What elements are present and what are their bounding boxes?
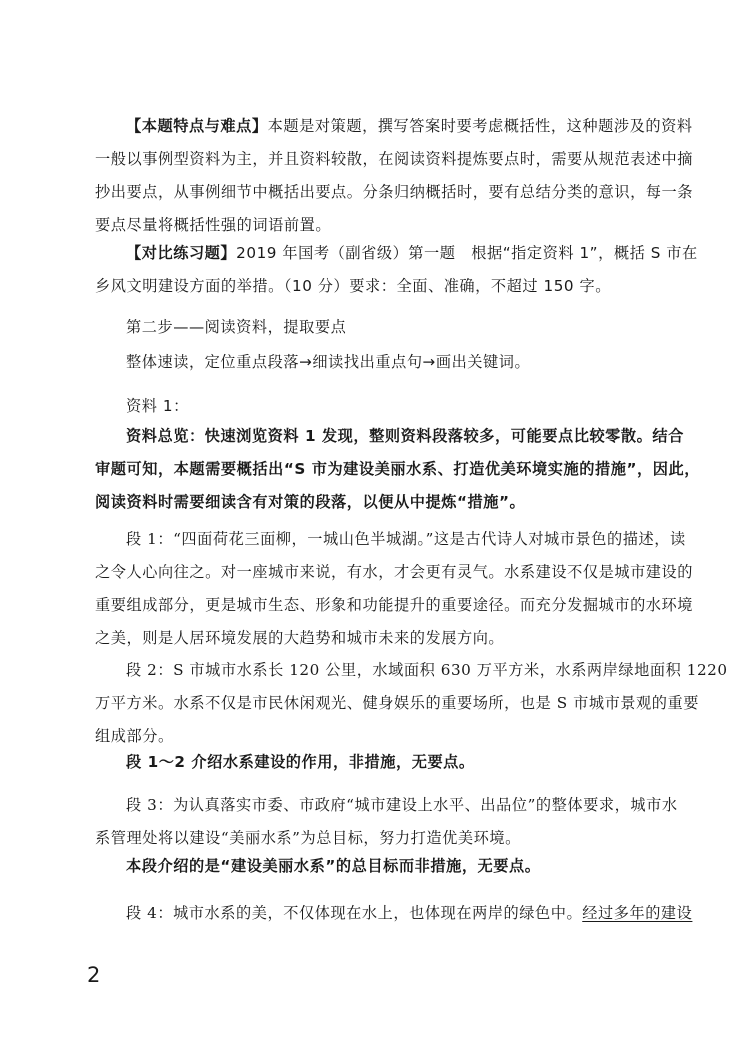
step-body: 整体速读，定位重点段落→细读找出重点句→画出关键词。 <box>126 353 531 371</box>
paragraph-line: 组成部分。 <box>95 727 174 745</box>
paragraph-line: 段 3：为认真落实市委、市政府“城市建设上水平、出品位”的整体要求，城市水 <box>126 796 678 814</box>
paragraph-line: 万平方米。水系不仅是市民休闲观光、健身娱乐的重要场所，也是 S 市城市景观的重要 <box>95 694 699 712</box>
material-label: 资料 1： <box>126 397 189 415</box>
paragraph-line: 之美，则是人居环境发展的大趋势和城市未来的发展方向。 <box>95 629 505 647</box>
overview-line: 阅读资料时需要细读含有对策的段落，以便从中提炼“措施”。 <box>95 493 526 511</box>
paragraph-line: 段 1：“四面荷花三面柳，一城山色半城湖。”这是古代诗人对城市景色的描述，读 <box>126 530 686 548</box>
paragraph-3 <box>95 789 678 855</box>
page-number: 2 <box>87 963 101 987</box>
paragraph-line: 段 2：S 市城市水系长 120 公里，水域面积 630 万平方米，水系两岸绿地面积 1220 <box>126 661 728 679</box>
overview-line: 资料总览：快速浏览资料 1 发现，整则资料段落较多，可能要点比较零散。结合 <box>126 427 684 445</box>
paragraph-1 <box>95 523 694 655</box>
practice-line: 【对比练习题】2019 年国考（副省级）第一题 根据“指定资料 1”，概括 S 市在 <box>126 244 698 262</box>
intro-line: 要点尽量将概括性强的词语前置。 <box>95 216 332 234</box>
note-paragraph-3: 本段介绍的是“建设美丽水系”的总目标而非措施，无要点。 <box>126 857 541 875</box>
intro-line: 一般以事例型资料为主，并且资料较散，在阅读资料提炼要点时，需要从规范表述中摘 <box>95 150 694 168</box>
practice-paragraph <box>95 237 698 303</box>
underlined-phrase: 经过多年的建设 <box>582 904 693 922</box>
overview-paragraph <box>95 420 700 519</box>
intro-label: 【本题特点与难点】 <box>126 117 268 135</box>
paragraph-4 <box>95 897 693 930</box>
step-title: 第二步——阅读资料，提取要点 <box>126 318 347 336</box>
overview-line: 审题可知，本题需要概括出“S 市为建设美丽水系、打造优美环境实施的措施”，因此， <box>95 460 700 478</box>
practice-label: 【对比练习题】 <box>126 244 237 262</box>
paragraph-line: 重要组成部分，更是城市生态、形象和功能提升的重要途径。而充分发掘城市的水环境 <box>95 596 694 614</box>
paragraph-line: 之令人心向往之。对一座城市来说，有水，才会更有灵气。水系建设不仅是城市建设的 <box>95 563 694 581</box>
paragraph-line: 段 4：城市水系的美，不仅体现在水上，也体现在两岸的绿色中。经过多年的建设 <box>126 904 693 922</box>
note-paragraphs-1-2: 段 1～2 介绍水系建设的作用，非措施，无要点。 <box>126 753 475 771</box>
intro-paragraph <box>95 110 694 242</box>
paragraph-line: 系管理处将以建设“美丽水系”为总目标，努力打造优美环境。 <box>95 829 521 847</box>
intro-line: 【本题特点与难点】本题是对策题，撰写答案时要考虑概括性，这种题涉及的资料 <box>126 117 693 135</box>
intro-line: 抄出要点，从事例细节中概括出要点。分条归纳概括时，要有总结分类的意识，每一条 <box>95 183 694 201</box>
practice-line: 乡风文明建设方面的举措。（10 分）要求：全面、准确，不超过 150 字。 <box>95 277 611 295</box>
paragraph-2 <box>95 654 728 753</box>
